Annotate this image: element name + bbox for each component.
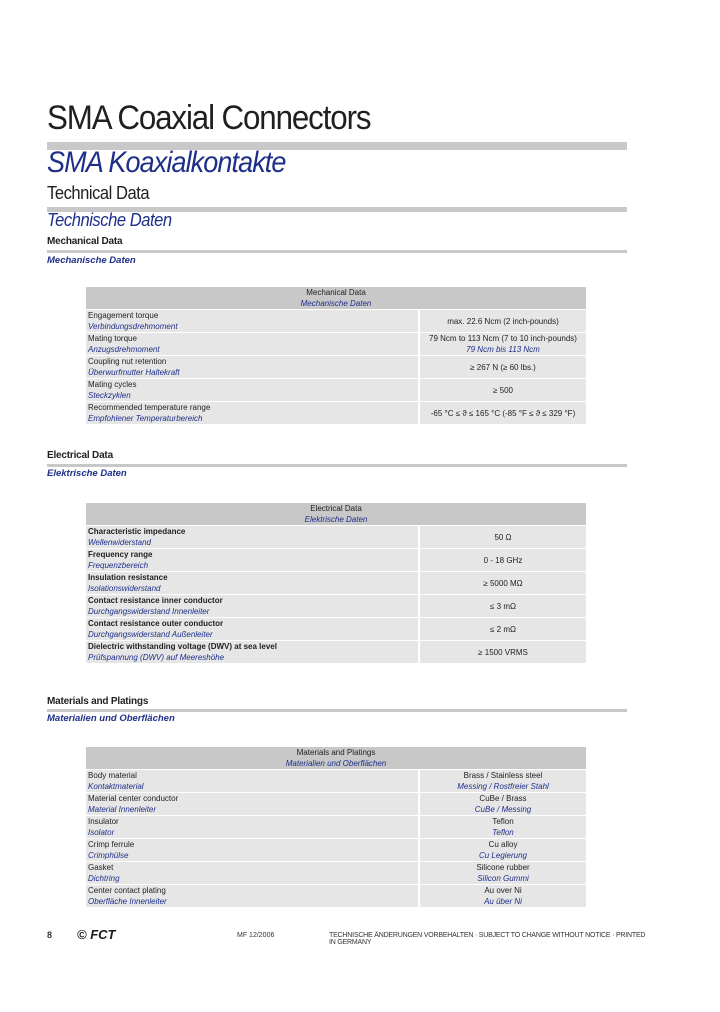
table-row <box>86 862 586 885</box>
table-row <box>86 595 586 618</box>
property-cell <box>86 885 419 908</box>
property-label: Crimp ferrule <box>88 840 135 849</box>
page-subtitle-german: Technische Daten <box>47 210 172 230</box>
footer-notice: TECHNISCHE ÄNDERUNGEN VORBEHALTEN · SUBJECT TO CHANGE WITHOUT NOTICE · PRINTED IN GERMANY <box>329 932 646 946</box>
table-row <box>86 641 586 664</box>
page-number: 8 <box>47 930 53 940</box>
property-cell <box>86 356 419 379</box>
property-label: Coupling nut retention <box>88 357 167 366</box>
property-label: Contact resistance outer conductor <box>88 619 224 628</box>
property-label-german: Dichtring <box>88 874 120 883</box>
property-label-german: Durchgangswiderstand Innenleiter <box>88 607 210 616</box>
property-label-german: Verbindungsdrehmoment <box>88 322 178 331</box>
value-cell <box>419 816 586 839</box>
table-header-row <box>86 747 586 770</box>
table-header-label: Mechanical Data <box>306 288 366 297</box>
table-header <box>86 287 586 310</box>
table-row <box>86 793 586 816</box>
page-title-german: SMA Koaxialkontakte <box>47 146 286 179</box>
property-value: 0 - 18 GHz <box>483 555 523 565</box>
value-cell <box>419 402 586 425</box>
property-label: Characteristic impedance <box>88 527 186 536</box>
property-value: ≤ 2 mΩ <box>490 624 516 634</box>
property-label-german: Oberfläche Innenleiter <box>88 897 167 906</box>
value-cell <box>419 641 586 664</box>
property-cell <box>86 618 419 641</box>
property-value: Silicone rubber <box>476 863 530 872</box>
property-cell <box>86 310 419 333</box>
table-row <box>86 526 586 549</box>
property-label: Center contact plating <box>88 886 166 895</box>
property-label: Mating torque <box>88 334 137 343</box>
electrical-data-table <box>86 503 586 664</box>
value-cell <box>419 572 586 595</box>
value-cell <box>419 356 586 379</box>
table-row <box>86 549 586 572</box>
property-value: Au over Ni <box>484 886 522 895</box>
property-value-german: CuBe / Messing <box>474 805 532 814</box>
section-heading-electrical: Electrical Data <box>47 450 113 461</box>
page-footer <box>47 927 647 946</box>
value-cell <box>419 333 586 356</box>
property-cell <box>86 641 419 664</box>
section-heading-mechanical: Mechanical Data <box>47 236 123 247</box>
property-value-german: Silicon Gummi <box>477 874 529 883</box>
property-label-german: Wellenwiderstand <box>88 538 151 547</box>
property-label-german: Anzugsdrehmoment <box>88 345 160 354</box>
table-row <box>86 310 586 333</box>
table-row <box>86 379 586 402</box>
property-label-german: Material Innenleiter <box>88 805 157 814</box>
table-header <box>86 503 586 526</box>
property-cell <box>86 862 419 885</box>
table-header-label-german: Materialien und Oberflächen <box>285 759 387 768</box>
page-subtitle: Technical Data <box>47 183 150 203</box>
property-label-german: Isolator <box>88 828 115 837</box>
property-value-german: Cu Legierung <box>478 851 528 860</box>
property-cell <box>86 572 419 595</box>
property-value: 50 Ω <box>494 532 512 542</box>
property-label: Gasket <box>88 863 114 872</box>
table-row <box>86 356 586 379</box>
property-value: 79 Ncm to 113 Ncm (7 to 10 inch-pounds) <box>429 334 577 343</box>
table-row <box>86 770 586 793</box>
property-value: max. 22.6 Ncm (2 inch-pounds) <box>447 316 559 326</box>
property-label-german: Prüfspannung (DWV) auf Meereshöhe <box>88 653 225 662</box>
property-value: CuBe / Brass <box>479 794 527 803</box>
property-label: Contact resistance inner conductor <box>88 596 223 605</box>
value-cell <box>419 618 586 641</box>
table-header <box>86 747 586 770</box>
property-label-german: Überwurfmutter Haltekraft <box>88 368 180 377</box>
property-label: Recommended temperature range <box>88 403 211 412</box>
property-value-german: Au über Ni <box>484 897 522 906</box>
property-label: Material center conductor <box>88 794 179 803</box>
footer-date: MF 12/2006 <box>237 932 275 939</box>
value-cell <box>419 595 586 618</box>
value-cell <box>419 793 586 816</box>
property-cell <box>86 793 419 816</box>
table-row <box>86 618 586 641</box>
property-label: Mating cycles <box>88 380 137 389</box>
property-label-german: Isolationswiderstand <box>88 584 161 593</box>
property-cell <box>86 839 419 862</box>
property-label-german: Empfohlener Temperaturbereich <box>88 414 203 423</box>
page-title: SMA Coaxial Connectors <box>47 99 371 137</box>
property-value: ≥ 5000 MΩ <box>483 578 523 588</box>
section-divider-mechanical <box>47 250 627 253</box>
property-label-german: Frequenzbereich <box>88 561 149 570</box>
property-label: Engagement torque <box>88 311 159 320</box>
property-label: Dielectric withstanding voltage (DWV) at sea level <box>88 642 277 651</box>
table-header-row <box>86 503 586 526</box>
property-value: Cu alloy <box>488 840 518 849</box>
property-value: ≥ 1500 VRMS <box>478 647 528 657</box>
property-cell <box>86 402 419 425</box>
table-row <box>86 816 586 839</box>
property-value: ≥ 267 N (≥ 60 lbs.) <box>470 362 536 372</box>
section-divider-electrical <box>47 464 627 467</box>
property-value: -65 °C ≤ ϑ ≤ 165 °C (-85 °F ≤ ϑ ≤ 329 °F) <box>430 408 576 418</box>
table-header-row <box>86 287 586 310</box>
property-label: Insulator <box>88 817 119 826</box>
section-heading-electrical-german: Elektrische Daten <box>47 468 127 479</box>
property-cell <box>86 595 419 618</box>
property-value-german: Messing / Rostfreier Stahl <box>457 782 549 791</box>
property-value: Brass / Stainless steel <box>463 771 543 780</box>
table-row <box>86 572 586 595</box>
mechanical-data-table <box>86 287 586 425</box>
fct-logo: © FCT <box>77 927 116 942</box>
table-header-label: Electrical Data <box>310 504 362 513</box>
property-value: Teflon <box>492 817 514 826</box>
value-cell <box>419 310 586 333</box>
property-label-german: Durchgangswiderstand Außenleiter <box>88 630 213 639</box>
property-value: ≤ 3 mΩ <box>490 601 516 611</box>
property-cell <box>86 526 419 549</box>
table-row <box>86 885 586 908</box>
value-cell <box>419 862 586 885</box>
property-label-german: Kontaktmaterial <box>88 782 144 791</box>
section-divider-materials <box>47 709 627 712</box>
property-value-german: 79 Ncm bis 113 Ncm <box>466 345 540 354</box>
property-cell <box>86 379 419 402</box>
property-cell <box>86 549 419 572</box>
value-cell <box>419 885 586 908</box>
materials-data-table <box>86 747 586 908</box>
property-value-german: Teflon <box>492 828 514 837</box>
table-header-label: Materials and Platings <box>296 748 376 757</box>
section-heading-materials: Materials and Platings <box>47 696 149 707</box>
property-label: Insulation resistance <box>88 573 168 582</box>
value-cell <box>419 379 586 402</box>
property-label: Body material <box>88 771 137 780</box>
table-header-label-german: Mechanische Daten <box>300 299 372 308</box>
value-cell <box>419 770 586 793</box>
table-row <box>86 402 586 425</box>
table-row <box>86 333 586 356</box>
property-cell <box>86 333 419 356</box>
section-heading-mechanical-german: Mechanische Daten <box>47 255 136 266</box>
value-cell <box>419 526 586 549</box>
property-label: Frequency range <box>88 550 153 559</box>
section-heading-materials-german: Materialien und Oberflächen <box>47 713 175 724</box>
value-cell <box>419 839 586 862</box>
table-row <box>86 839 586 862</box>
property-cell <box>86 816 419 839</box>
value-cell <box>419 549 586 572</box>
property-value: ≥ 500 <box>493 385 513 395</box>
table-header-label-german: Elektrische Daten <box>304 515 368 524</box>
property-label-german: Steckzyklen <box>88 391 131 400</box>
property-label-german: Crimphülse <box>88 851 129 860</box>
property-cell <box>86 770 419 793</box>
